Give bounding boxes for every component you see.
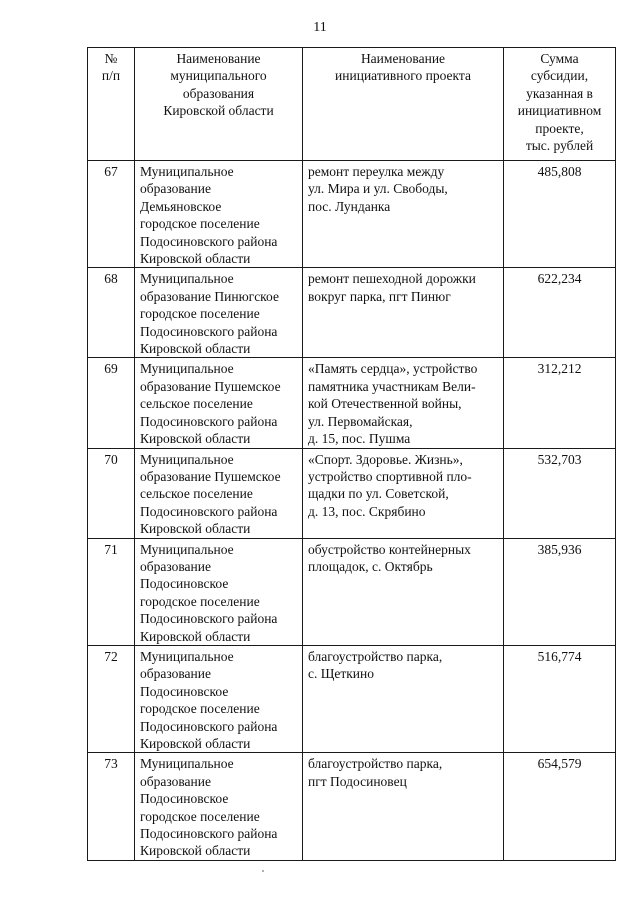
municipality-cell: Муниципальное образование Пушемское сельское поселение Подосиновского района Кировской области [135,448,303,538]
row-number: 72 [88,645,135,752]
subsidy-table [87,47,616,861]
project-cell: ремонт переулка между ул. Мира и ул. Свободы, пос. Лунданка [303,161,504,268]
municipality-cell: Муниципальное образование Пинюгское городское поселение Подосиновского района Кировской области [135,268,303,358]
table-row [88,538,616,645]
table-row [88,645,616,752]
subsidy-sum-cell: 516,774 [504,645,616,752]
header-number: № п/п [88,48,135,161]
table-row [88,358,616,448]
project-cell: «Спорт. Здоровье. Жизнь», устройство спортивной пло- щадки по ул. Советской, д. 13, пос. Скрябино [303,448,504,538]
header-municipality: Наименование муниципального образования Кировской области [135,48,303,161]
table-row [88,161,616,268]
subsidy-sum-cell: 485,808 [504,161,616,268]
table-row [88,268,616,358]
municipality-cell: Муниципальное образование Подосиновское городское поселение Подосиновского района Кировской области [135,645,303,752]
table-header-row [88,48,616,161]
subsidy-sum-cell: 312,212 [504,358,616,448]
subsidy-sum-cell: 654,579 [504,753,616,860]
row-number: 70 [88,448,135,538]
header-subsidy-sum: Сумма субсидии, указанная в инициативном проекте, тыс. рублей [504,48,616,161]
row-number: 71 [88,538,135,645]
municipality-cell: Муниципальное образование Подосиновское городское поселение Подосиновского района Кировской области [135,538,303,645]
subsidy-sum-cell: 532,703 [504,448,616,538]
row-number: 67 [88,161,135,268]
project-cell: обустройство контейнерных площадок, с. Октябрь [303,538,504,645]
municipality-cell: Муниципальное образование Демьяновское городское поселение Подосиновского района Кировской области [135,161,303,268]
table-row [88,448,616,538]
subsidy-sum-cell: 622,234 [504,268,616,358]
row-number: 69 [88,358,135,448]
municipality-cell: Муниципальное образование Подосиновское городское поселение Подосиновского района Кировской области [135,753,303,860]
municipality-cell: Муниципальное образование Пушемское сельское поселение Подосиновского района Кировской области [135,358,303,448]
project-cell: благоустройство парка, пгт Подосиновец [303,753,504,860]
header-project: Наименование инициативного проекта [303,48,504,161]
subsidy-sum-cell: 385,936 [504,538,616,645]
scan-speck [262,870,264,872]
project-cell: ремонт пешеходной дорожки вокруг парка, пгт Пинюг [303,268,504,358]
project-cell: «Память сердца», устройство памятника участникам Вели- кой Отечественной войны, ул. Первомайская, д. 15, пос. Пушма [303,358,504,448]
table-row [88,753,616,860]
row-number: 73 [88,753,135,860]
row-number: 68 [88,268,135,358]
table-body [88,161,616,861]
project-cell: благоустройство парка, с. Щеткино [303,645,504,752]
page-number: 11 [313,20,327,35]
